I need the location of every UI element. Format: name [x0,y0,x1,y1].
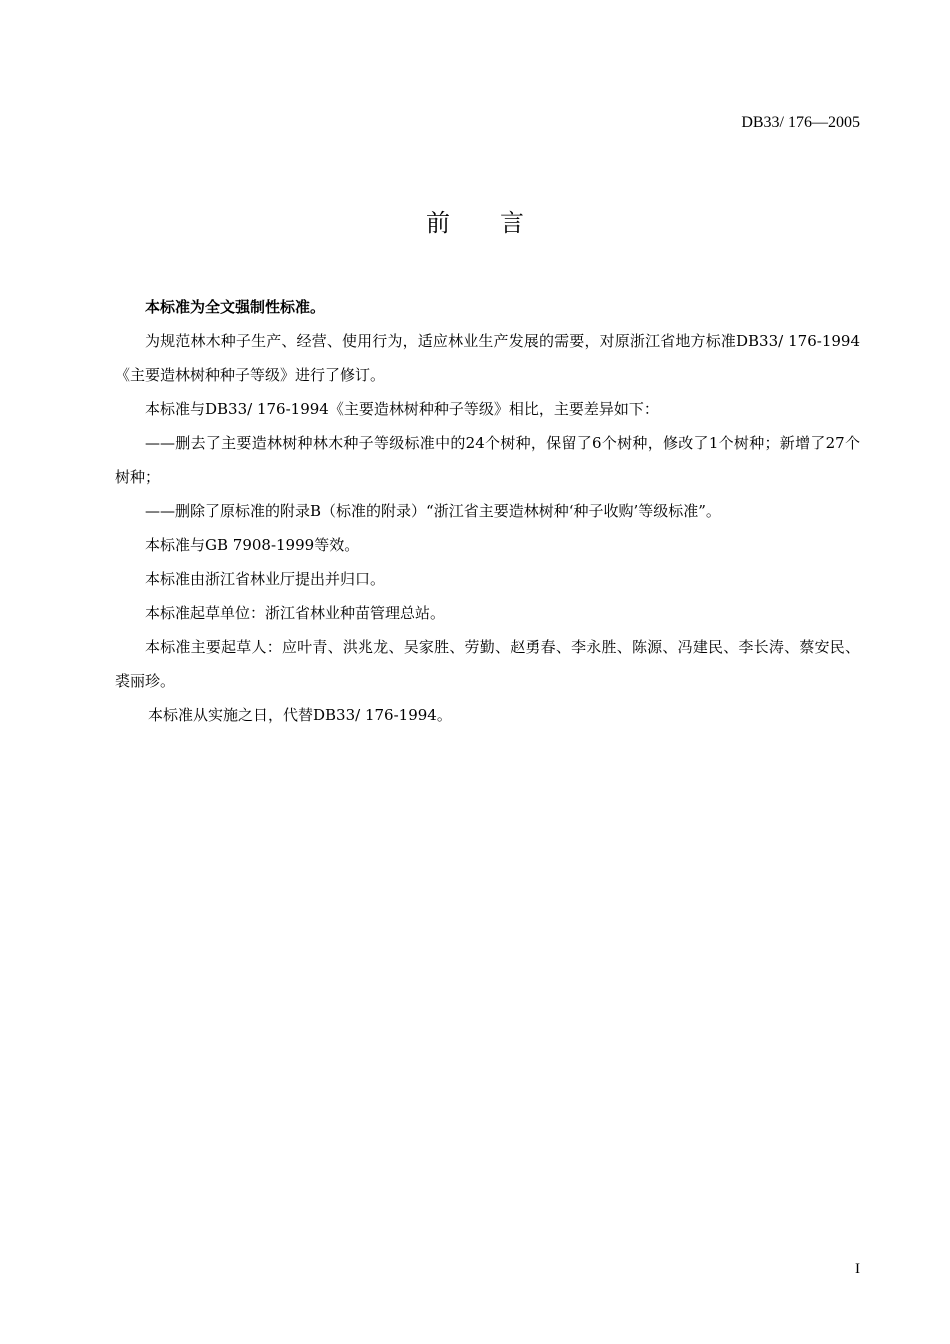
paragraph-mandatory-statement: 本标准为全文强制性标准。 [145,298,326,316]
paragraph-equivalence: 本标准与GB 7908-1999等效。 [145,536,360,554]
paragraph-revision-purpose: 为规范林木种子生产、经营、使用行为，适应林业生产发展的需要，对原浙江省地方标准DB33/ 176-1994《主要造林树种种子等级》进行了修订。 [115,332,860,384]
paragraph-drafters: 本标准主要起草人：应叶青、洪兆龙、吴家胜、劳勤、赵勇春、李永胜、陈源、冯建民、李长涛、蔡安民、裘丽珍。 [115,638,860,690]
paragraph-difference-species: ——删去了主要造林树种林木种子等级标准中的24个树种，保留了6个树种，修改了1个树种；新增了27个树种； [115,434,860,486]
paragraph-differences-intro: 本标准与DB33/ 176-1994《主要造林树种种子等级》相比，主要差异如下： [145,400,659,418]
paragraph-drafting-unit: 本标准起草单位：浙江省林业种苗管理总站。 [145,604,446,622]
page-title: 前言 [426,209,574,237]
paragraph-proposer: 本标准由浙江省林业厅提出并归口。 [145,570,386,588]
paragraph-difference-appendix: ——删除了原标准的附录B（标准的附录）“浙江省主要造林树种‘种子收购’等级标准”。 [145,502,721,520]
foreword-body [115,290,860,732]
standard-number: DB33/ 176—2005 [741,114,860,131]
paragraph-replacement: 本标准从实施之日，代替DB33/ 176-1994。 [148,706,452,724]
page-number: I [855,1261,860,1277]
